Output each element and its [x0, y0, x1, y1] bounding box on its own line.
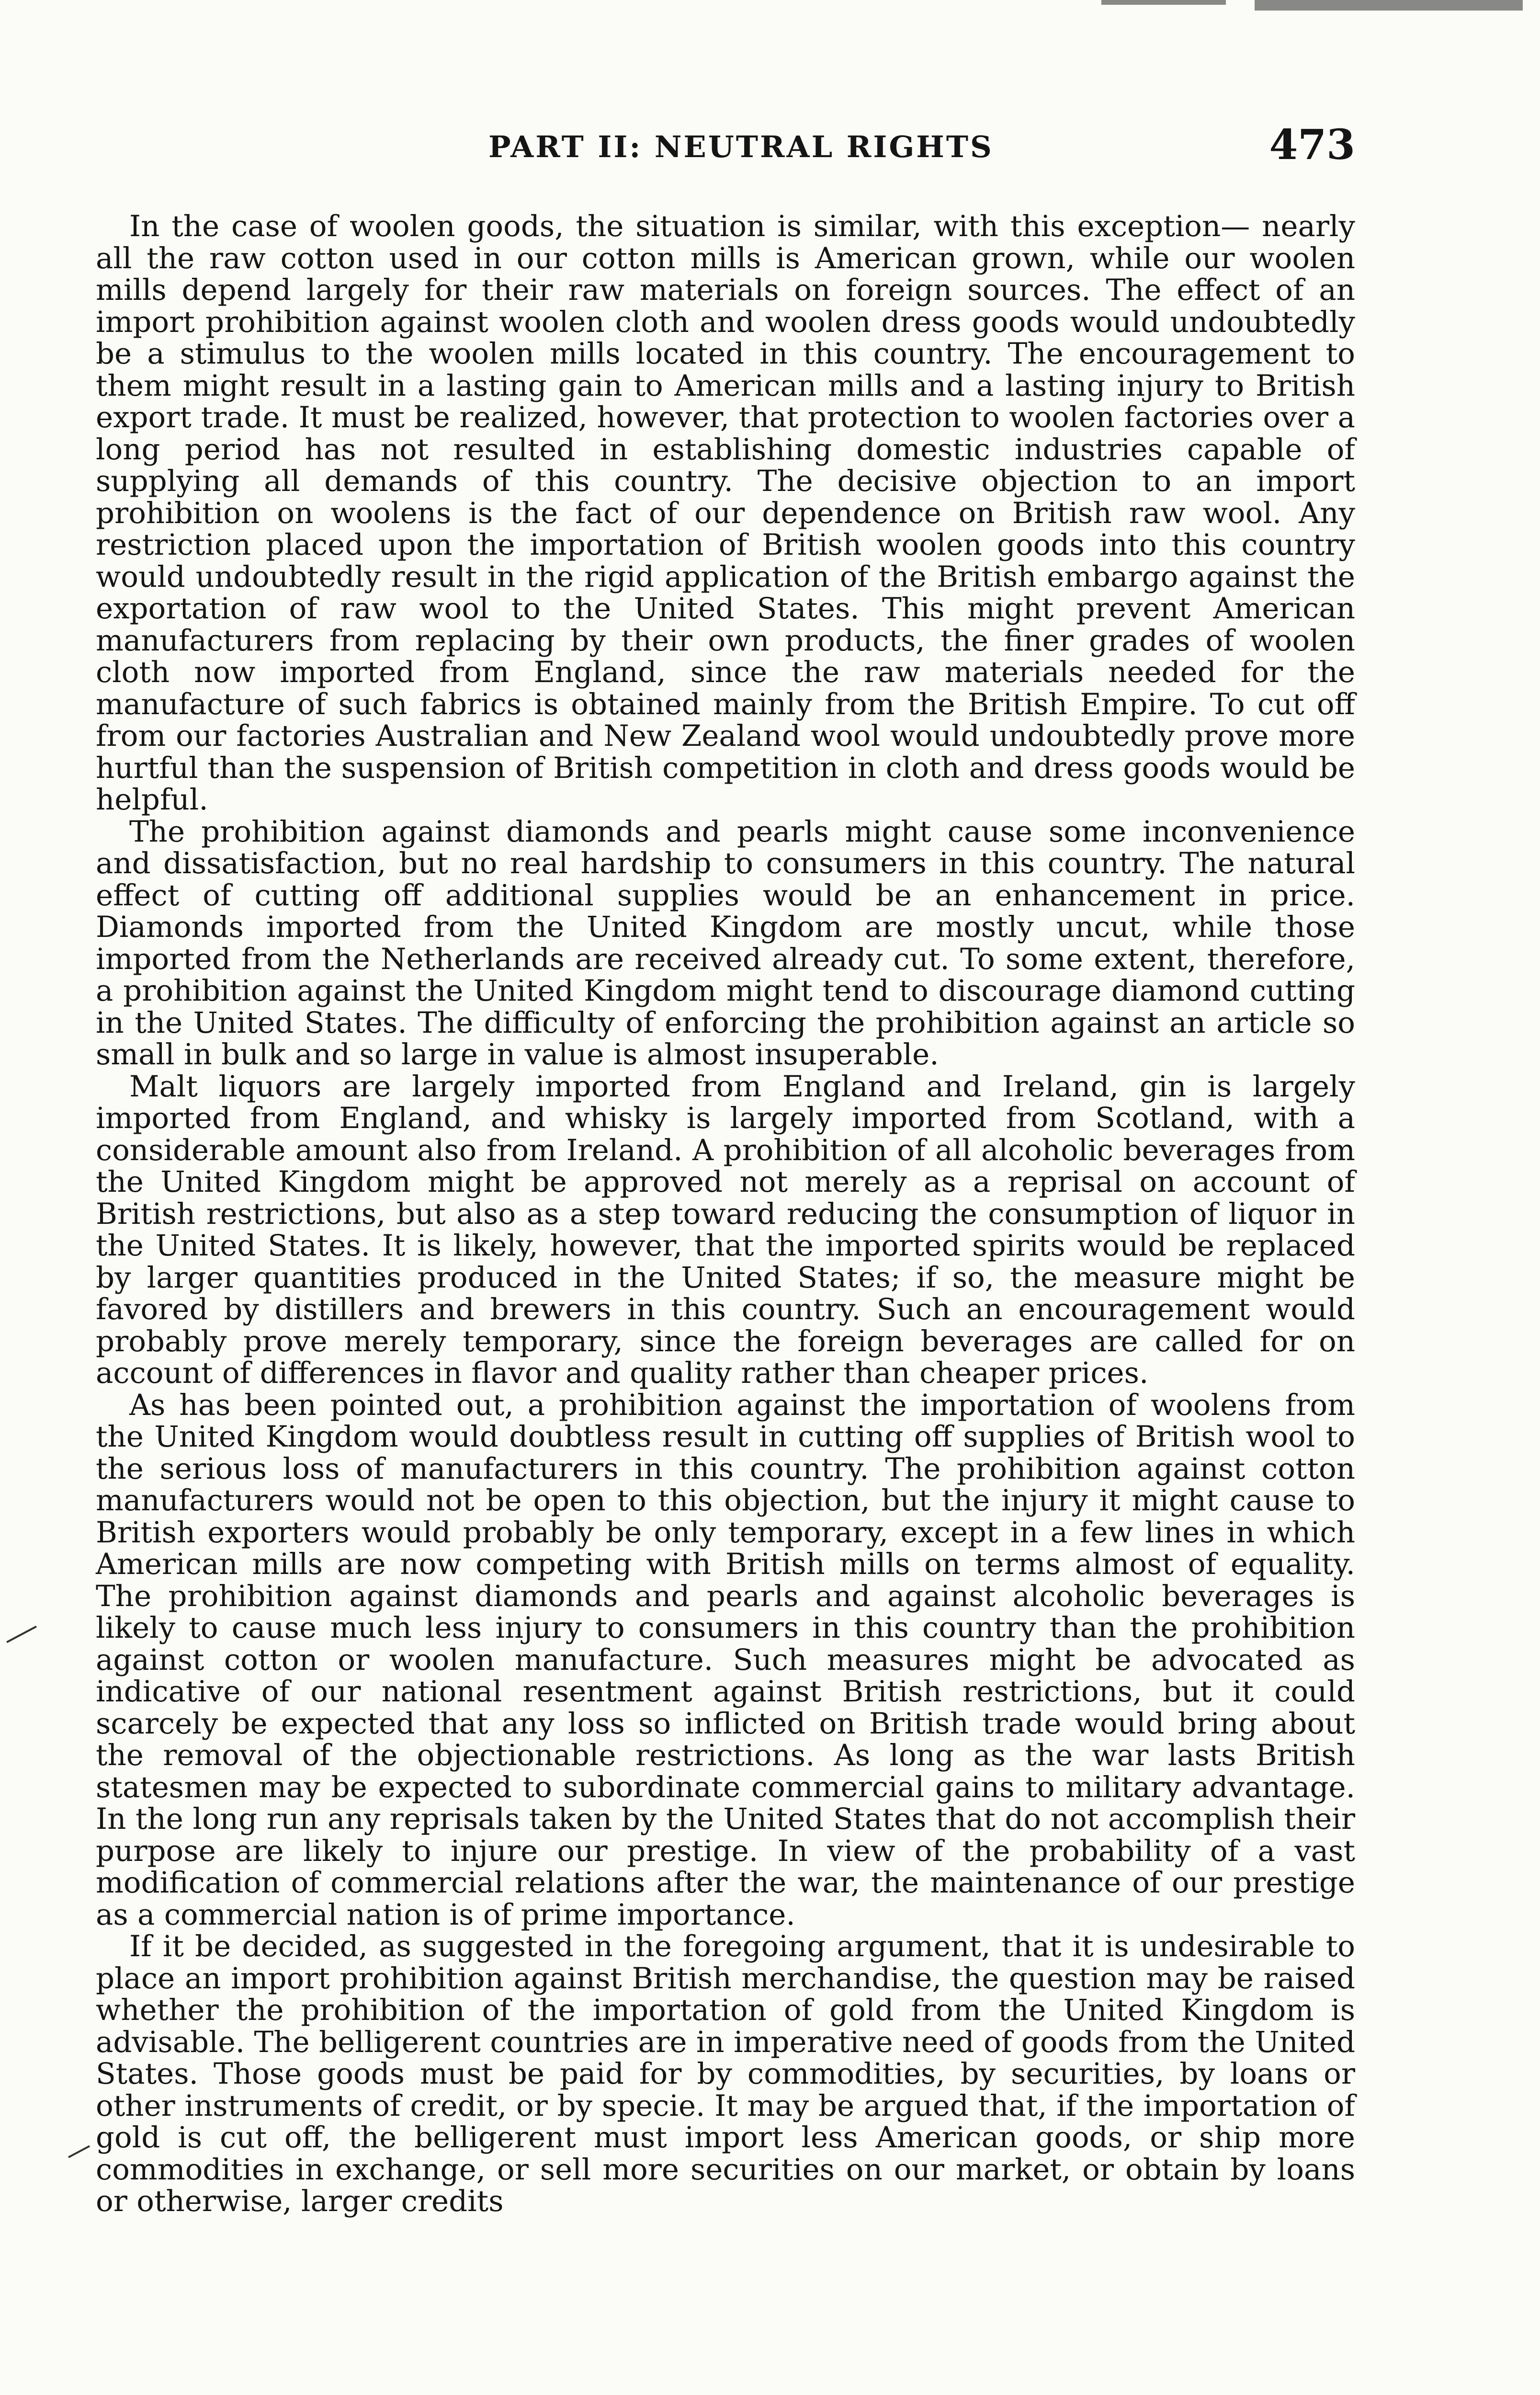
margin-mark [68, 2145, 90, 2158]
margin-mark [6, 1626, 37, 1643]
scan-speck [1101, 0, 1226, 5]
paragraph: Malt liquors are largely imported from England and Ireland, gin is largely imported from England, and whisky is largely imported from Scotland, with a considerable amount also from Ireland. A prohibition of all alcoholic beverages from the United Kingdom might be approved not merely as a reprisal on account of British restrictions, but also as a step toward reducing the consumption of liquor in the United States. It is likely, however, that the imported spirits would be replaced by larger quantities produced in the United States; if so, the measure might be favored by distillers and brewers in this country. Such an encouragement would probably prove merely temporary, since the foreign beverages are called for on account of differences in flavor and quality rather than cheaper prices. [96, 1069, 1355, 1390]
body-text [96, 211, 1355, 2218]
paragraph: In the case of woolen goods, the situation is similar, with this exception— nearly all the raw cotton used in our cotton mills is American grown, while our woolen mills depend largely for their raw materials on foreign sources. The effect of an import prohibition against woolen cloth and woolen dress goods would undoubtedly be a stimulus to the woolen mills located in this country. The encouragement to them might result in a lasting gain to American mills and a lasting injury to British export trade. It must be realized, however, that protection to woolen factories over a long period has not resulted in establishing domestic industries capable of supplying all demands of this country. The decisive objection to an import prohibition on woolens is the fact of our dependence on British raw wool. Any restriction placed upon the importation of British woolen goods into this country would undoubtedly result in the rigid application of the British embargo against the exportation of raw wool to the United States. This might prevent American manufacturers from replacing by their own products, the finer grades of woolen cloth now imported from England, since the raw materials needed for the manufacture of such fabrics is obtained mainly from the British Empire. To cut off from our factories Australian and New Zealand wool would undoubtedly prove more hurtful than the suspension of British competition in cloth and dress goods would be helpful. [96, 209, 1355, 817]
running-head: PART II: NEUTRAL RIGHTS [488, 129, 994, 164]
scan-speck [1255, 0, 1523, 11]
page-number: 473 [1269, 121, 1355, 169]
paragraph: The prohibition against diamonds and pearls might cause some inconvenience and dissatisfaction, but no real hardship to consumers in this country. The natural effect of cutting off additional supplies would be an enhancement in price. Diamonds imported from the United Kingdom are mostly uncut, while those imported from the Netherlands are received already cut. To some extent, therefore, a prohibition against the United Kingdom might tend to discourage diamond cutting in the United States. The difficulty of enforcing the prohibition against an article so small in bulk and so large in value is almost insuperable. [96, 814, 1355, 1072]
book-page [96, 120, 1355, 2218]
paragraph: If it be decided, as suggested in the foregoing argument, that it is undesirable to place an import prohibition against British merchandise, the question may be raised whether the prohibition of the importation of gold from the United Kingdom is advisable. The belligerent countries are in imperative need of goods from the United States. Those goods must be paid for by commodities, by securities, by loans or other instruments of credit, or by specie. It may be argued that, if the importation of gold is cut off, the belligerent must import less American goods, or ship more commodities in exchange, or sell more securities on our market, or obtain by loans or otherwise, larger credits [96, 1929, 1355, 2218]
paragraph: As has been pointed out, a prohibition against the importation of woolens from the United Kingdom would doubtless result in cutting off supplies of British wool to the serious loss of manufacturers in this country. The prohibition against cotton manufacturers would not be open to this objection, but the injury it might cause to British exporters would probably be only temporary, except in a few lines in which American mills are now competing with British mills on terms almost of equality. The prohibition against diamonds and pearls and against alcoholic beverages is likely to cause much less injury to consumers in this country than the prohibition against cotton or woolen manufacture. Such measures might be advocated as indicative of our national resentment against British restrictions, but it could scarcely be expected that any loss so inflicted on British trade would bring about the removal of the objectionable restrictions. As long as the war lasts British statesmen may be expected to subordinate commercial gains to military advantage. In the long run any reprisals taken by the United States that do not accomplish their purpose are likely to injure our prestige. In view of the probability of a vast modification of commercial relations after the war, the maintenance of our prestige as a commercial nation is of prime importance. [96, 1388, 1355, 1932]
page-header [96, 120, 1355, 182]
